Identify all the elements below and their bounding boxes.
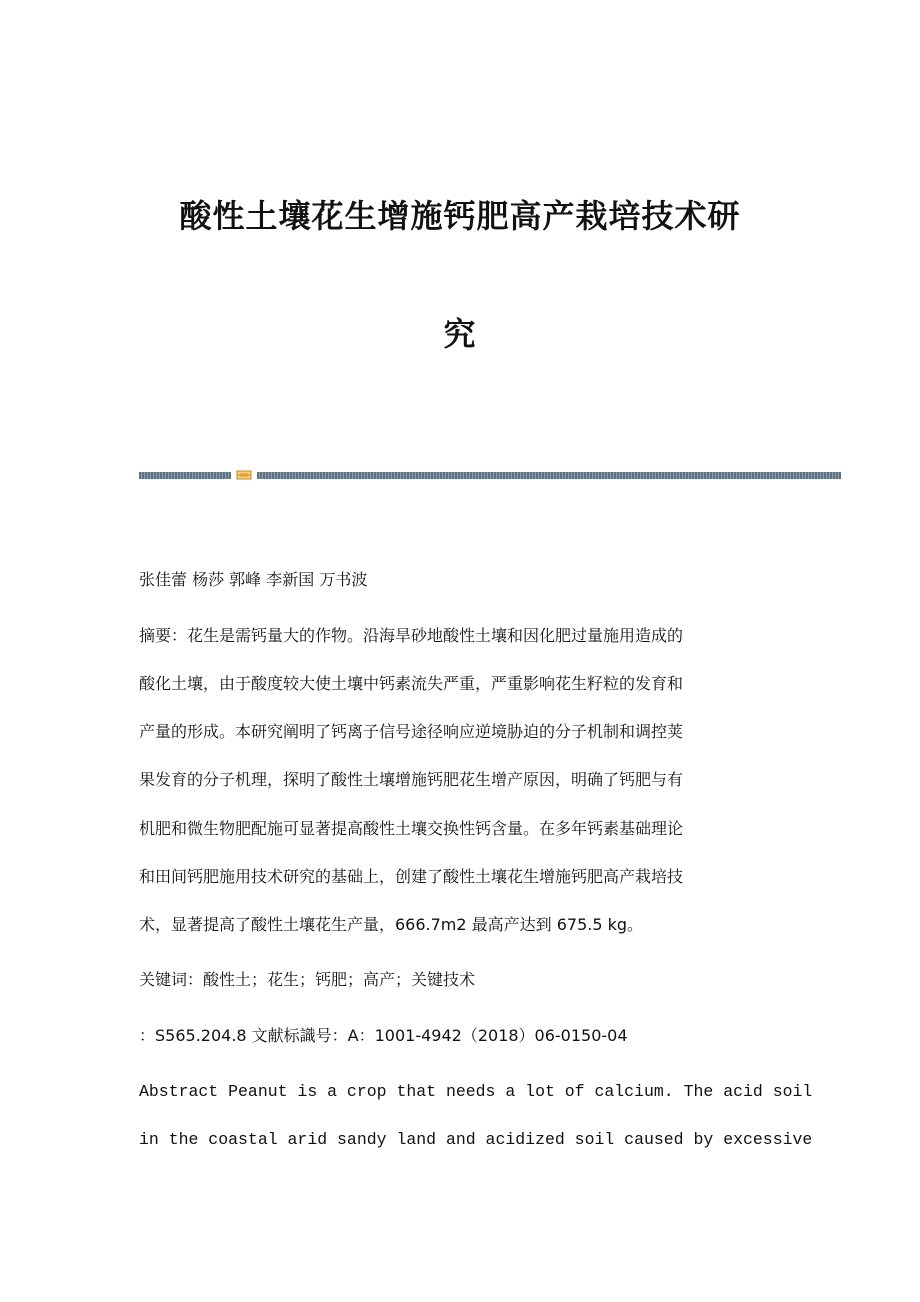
abstract-zh-line: 产量的形成。本研究阐明了钙离子信号途径响应逆境胁迫的分子机制和调控荚 xyxy=(139,722,684,741)
title-divider xyxy=(139,470,841,480)
abstract-zh-line: 摘要：花生是需钙量大的作物。沿海旱砂地酸性土壤和因化肥过量施用造成的 xyxy=(139,626,684,645)
abstract-zh-line: 和田间钙肥施用技术研究的基础上，创建了酸性土壤花生增施钙肥高产栽培技 xyxy=(139,867,684,886)
abstract-zh-line: 果发育的分子机理，探明了酸性土壤增施钙肥花生增产原因，明确了钙肥与有 xyxy=(139,770,684,789)
abstract-zh-line: 酸化土壤，由于酸度较大使土壤中钙素流失严重，严重影响花生籽粒的发育和 xyxy=(139,674,684,693)
title-line-1: 酸性土壤花生增施钙肥高产栽培技术研 xyxy=(179,197,741,235)
classification-line: ：S565.204.8 文献标識号：A：1001-4942（2018）06-0150-04 xyxy=(139,1026,628,1045)
divider-ornament-icon xyxy=(236,470,252,480)
divider-bar-left xyxy=(139,472,231,479)
abstract-en-line: Abstract Peanut is a crop that needs a lot of calcium. The acid soil xyxy=(139,1082,813,1101)
abstract-zh-line: 术，显著提高了酸性土壤花生产量，666.7m2 最高产达到 675.5 kg。 xyxy=(139,915,644,934)
keywords: 关键词：酸性土；花生；钙肥；高产；关键技术 xyxy=(139,970,476,989)
abstract-zh-line: 机肥和微生物肥配施可显著提高酸性土壤交换性钙含量。在多年钙素基础理论 xyxy=(139,819,684,838)
authors: 张佳蕾 杨莎 郭峰 李新国 万书波 xyxy=(139,570,368,589)
abstract-en-line: in the coastal arid sandy land and acidized soil caused by excessive xyxy=(139,1130,813,1149)
divider-bar-right xyxy=(257,472,841,479)
title-line-2: 究 xyxy=(443,315,477,353)
